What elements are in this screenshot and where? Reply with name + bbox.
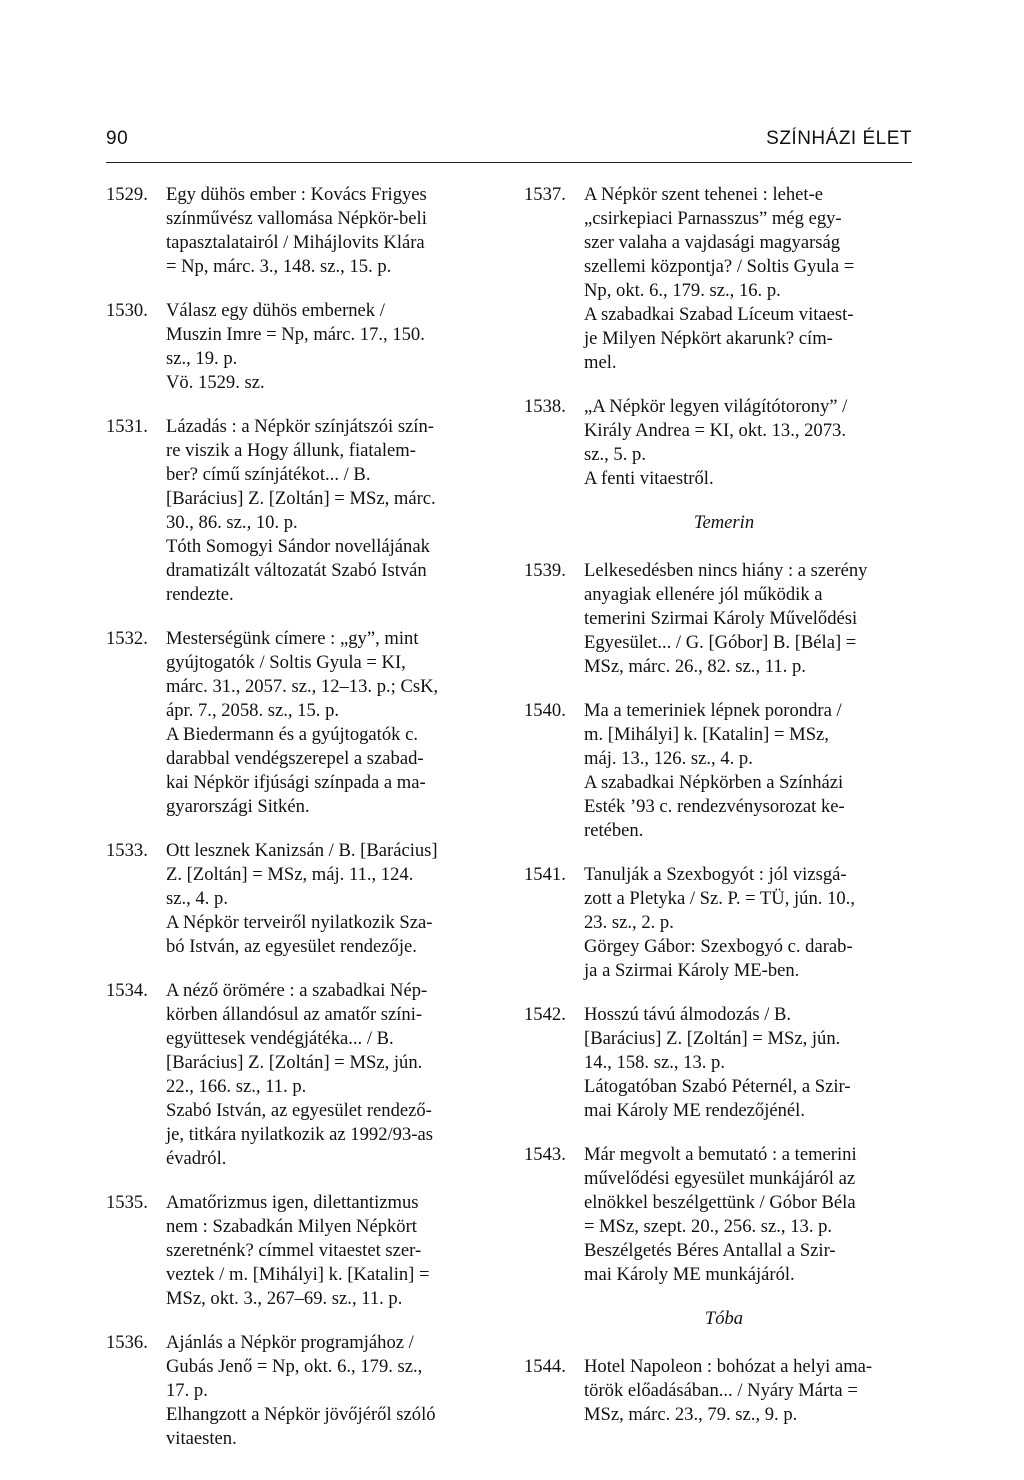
- entry-number: 1536.: [106, 1332, 148, 1353]
- entry-line: Válasz egy dühös embernek /: [166, 300, 385, 321]
- entry-line: körben állandósul az amatőr színi-: [166, 1004, 423, 1025]
- entry-line: Már megvolt a bemutató : a temerini: [584, 1144, 857, 1165]
- entry-line: kai Népkör ifjúsági színpada a ma-: [166, 772, 426, 793]
- entry-number: 1532.: [106, 628, 148, 649]
- entry-line: Lelkesedésben nincs hiány : a szerény: [584, 560, 868, 581]
- page-header: [106, 128, 912, 150]
- left-column: [106, 183, 506, 1471]
- entry-number: 1539.: [524, 560, 566, 581]
- entry-line: A szabadkai Szabad Líceum vitaest-: [584, 304, 854, 325]
- entry-line: ja a Szirmai Károly ME-ben.: [584, 960, 800, 981]
- entry-line: 23. sz., 2. p.: [584, 912, 674, 933]
- entry-body: [166, 183, 506, 279]
- entry-line: török előadásában... / Nyáry Márta =: [584, 1380, 858, 1401]
- entry-line: = Np, márc. 3., 148. sz., 15. p.: [166, 256, 392, 277]
- entry-line: évadról.: [166, 1148, 227, 1169]
- bibliography-entry: [106, 183, 506, 279]
- entry-line: Elhangzott a Népkör jövőjéről szóló: [166, 1404, 436, 1425]
- entry-line: szer valaha a vajdasági magyarság: [584, 232, 841, 253]
- entry-line: A Népkör terveiről nyilatkozik Sza-: [166, 912, 433, 933]
- entry-line: A szabadkai Népkörben a Színházi: [584, 772, 844, 793]
- entry-number: 1535.: [106, 1192, 148, 1213]
- entry-line: bó István, az egyesület rendezője.: [166, 936, 417, 957]
- entry-line: Ajánlás a Népkör programjához /: [166, 1332, 414, 1353]
- entry-line: Ma a temeriniek lépnek porondra /: [584, 700, 842, 721]
- entry-line: Lázadás : a Népkör színjátszói szín-: [166, 416, 434, 437]
- entry-number: 1538.: [524, 396, 566, 417]
- entry-line: szellemi központja? / Soltis Gyula =: [584, 256, 855, 277]
- entry-line: MSz, okt. 3., 267–69. sz., 11. p.: [166, 1288, 403, 1309]
- entry-line: Király Andrea = KI, okt. 13., 2073.: [584, 420, 846, 441]
- entry-body: [166, 1331, 506, 1451]
- bibliography-entry: [524, 559, 924, 679]
- entry-line: sz., 4. p.: [166, 888, 228, 909]
- bibliography-entry: [524, 183, 924, 375]
- entry-line: szeretnénk? címmel vitaestet szer-: [166, 1240, 422, 1261]
- bibliography-entry: [106, 1191, 506, 1311]
- entry-line: m. [Mihályi] k. [Katalin] = MSz,: [584, 724, 829, 745]
- entry-line: Látogatóban Szabó Péternél, a Szir-: [584, 1076, 851, 1097]
- entry-line: Mesterségünk címere : „gy”, mint: [166, 628, 419, 649]
- entry-line: Gubás Jenő = Np, okt. 6., 179. sz.,: [166, 1356, 423, 1377]
- entry-number: 1544.: [524, 1356, 566, 1377]
- entry-line: tapasztalatairól / Mihájlovits Klára: [166, 232, 425, 253]
- bibliography-entry: [524, 1143, 924, 1287]
- entry-body: [584, 559, 924, 679]
- entry-line: nem : Szabadkán Milyen Népkört: [166, 1216, 417, 1237]
- entry-line: mai Károly ME rendezőjénél.: [584, 1100, 805, 1121]
- entry-number: 1533.: [106, 840, 148, 861]
- entry-body: [166, 299, 506, 395]
- entry-number: 1529.: [106, 184, 148, 205]
- entry-line: „csirkepiaci Parnasszus” még egy-: [584, 208, 842, 229]
- entry-line: márc. 31., 2057. sz., 12–13. p.; CsK,: [166, 676, 439, 697]
- entry-line: Muszin Imre = Np, márc. 17., 150.: [166, 324, 425, 345]
- entry-body: [584, 1143, 924, 1287]
- entry-number: 1541.: [524, 864, 566, 885]
- entry-line: Amatőrizmus igen, dilettantizmus: [166, 1192, 419, 1213]
- entry-line: [Barácius] Z. [Zoltán] = MSz, márc.: [166, 488, 436, 509]
- bibliography-entry: [106, 839, 506, 959]
- bibliography-entry: [106, 979, 506, 1171]
- entry-line: együttesek vendégjátéka... / B.: [166, 1028, 394, 1049]
- entry-line: dramatizált változatát Szabó István: [166, 560, 427, 581]
- bibliography-entry: [106, 415, 506, 607]
- entry-line: Egyesület... / G. [Góbor] B. [Béla] =: [584, 632, 857, 653]
- entry-line: A Biedermann és a gyújtogatók c.: [166, 724, 418, 745]
- page-number: 90: [106, 128, 129, 149]
- entry-body: [584, 1355, 924, 1427]
- header-rule: [106, 162, 912, 163]
- entry-line: gyújtogatók / Soltis Gyula = KI,: [166, 652, 406, 673]
- entry-line: re viszik a Hogy állunk, fiatalem-: [166, 440, 416, 461]
- entry-line: „A Népkör legyen világítótorony” /: [584, 396, 848, 417]
- bibliography-entry: [106, 299, 506, 395]
- entry-body: [584, 863, 924, 983]
- entry-body: [166, 979, 506, 1171]
- entry-line: Z. [Zoltán] = MSz, máj. 11., 124.: [166, 864, 414, 885]
- entry-line: művelődési egyesület munkájáról az: [584, 1168, 856, 1189]
- entry-line: Egy dühös ember : Kovács Frigyes: [166, 184, 427, 205]
- entry-body: [166, 627, 506, 819]
- entry-line: elnökkel beszélgettünk / Góbor Béla: [584, 1192, 856, 1213]
- entry-line: Vö. 1529. sz.: [166, 372, 265, 393]
- entry-body: [166, 1191, 506, 1311]
- entry-line: gyarországi Sitkén.: [166, 796, 310, 817]
- entry-line: [Barácius] Z. [Zoltán] = MSz, jún.: [166, 1052, 423, 1073]
- entry-number: 1540.: [524, 700, 566, 721]
- entry-line: temerini Szirmai Károly Művelődési: [584, 608, 858, 629]
- entry-body: [584, 699, 924, 843]
- bibliography-entry: [106, 1331, 506, 1451]
- entry-line: zott a Pletyka / Sz. P. = TÜ, jún. 10.,: [584, 888, 855, 909]
- entry-line: je, titkára nyilatkozik az 1992/93-as: [166, 1124, 433, 1145]
- section-heading: Temerin: [693, 512, 755, 533]
- entry-line: vitaesten.: [166, 1428, 237, 1449]
- entry-line: 14., 158. sz., 13. p.: [584, 1052, 725, 1073]
- entry-line: ber? című színjátékot... / B.: [166, 464, 371, 485]
- entry-line: mel.: [584, 352, 617, 373]
- bibliography-entry: [524, 863, 924, 983]
- entry-line: máj. 13., 126. sz., 4. p.: [584, 748, 753, 769]
- entry-line: ápr. 7., 2058. sz., 15. p.: [166, 700, 340, 721]
- bibliography-entry: [524, 1003, 924, 1123]
- entry-number: 1534.: [106, 980, 148, 1001]
- entry-line: anyagiak ellenére jól működik a: [584, 584, 823, 605]
- entry-body: [584, 395, 924, 491]
- entry-line: MSz, márc. 26., 82. sz., 11. p.: [584, 656, 806, 677]
- entry-line: Ott lesznek Kanizsán / B. [Barácius]: [166, 840, 438, 861]
- entry-line: veztek / m. [Mihályi] k. [Katalin] =: [166, 1264, 430, 1285]
- entry-line: Beszélgetés Béres Antallal a Szir-: [584, 1240, 836, 1261]
- entry-line: sz., 19. p.: [166, 348, 238, 369]
- entry-line: MSz, márc. 23., 79. sz., 9. p.: [584, 1404, 798, 1425]
- bibliography-entry: [524, 1355, 924, 1427]
- entry-number: 1537.: [524, 184, 566, 205]
- running-title: SZÍNHÁZI ÉLET: [766, 128, 912, 149]
- entry-line: [Barácius] Z. [Zoltán] = MSz, jún.: [584, 1028, 841, 1049]
- entry-line: Szabó István, az egyesület rendező-: [166, 1100, 432, 1121]
- entry-line: 22., 166. sz., 11. p.: [166, 1076, 307, 1097]
- entry-line: darabbal vendégszerepel a szabad-: [166, 748, 424, 769]
- entry-body: [166, 415, 506, 607]
- section-heading: Tóba: [704, 1308, 744, 1329]
- bibliography-entry: [106, 627, 506, 819]
- entry-line: színművész vallomása Népkör-beli: [166, 208, 427, 229]
- entry-number: 1542.: [524, 1004, 566, 1025]
- entry-line: A Népkör szent tehenei : lehet-e: [584, 184, 824, 205]
- entry-line: = MSz, szept. 20., 256. sz., 13. p.: [584, 1216, 833, 1237]
- entry-line: A néző örömére : a szabadkai Nép-: [166, 980, 428, 1001]
- entry-line: Tóth Somogyi Sándor novellájának: [166, 536, 430, 557]
- entry-line: A fenti vitaestről.: [584, 468, 714, 489]
- entry-body: [584, 183, 924, 375]
- right-column: [524, 183, 924, 1447]
- entry-line: sz., 5. p.: [584, 444, 646, 465]
- entry-line: Hosszú távú álmodozás / B.: [584, 1004, 792, 1025]
- entry-line: je Milyen Népkört akarunk? cím-: [584, 328, 833, 349]
- entry-line: Np, okt. 6., 179. sz., 16. p.: [584, 280, 781, 301]
- entry-body: [584, 1003, 924, 1123]
- bibliography-entry: [524, 395, 924, 491]
- entry-line: 30., 86. sz., 10. p.: [166, 512, 298, 533]
- entry-number: 1543.: [524, 1144, 566, 1165]
- entry-number: 1531.: [106, 416, 148, 437]
- bibliography-entry: [524, 699, 924, 843]
- entry-number: 1530.: [106, 300, 148, 321]
- entry-line: Görgey Gábor: Szexbogyó c. darab-: [584, 936, 853, 957]
- entry-body: [166, 839, 506, 959]
- entry-line: Esték ’93 c. rendezvénysorozat ke-: [584, 796, 845, 817]
- entry-line: rendezte.: [166, 584, 234, 605]
- entry-line: retében.: [584, 820, 644, 841]
- entry-line: 17. p.: [166, 1380, 208, 1401]
- entry-line: Tanulják a Szexbogyót : jól vizsgá-: [584, 864, 847, 885]
- entry-line: Hotel Napoleon : bohózat a helyi ama-: [584, 1356, 873, 1377]
- entry-line: mai Károly ME munkájáról.: [584, 1264, 795, 1285]
